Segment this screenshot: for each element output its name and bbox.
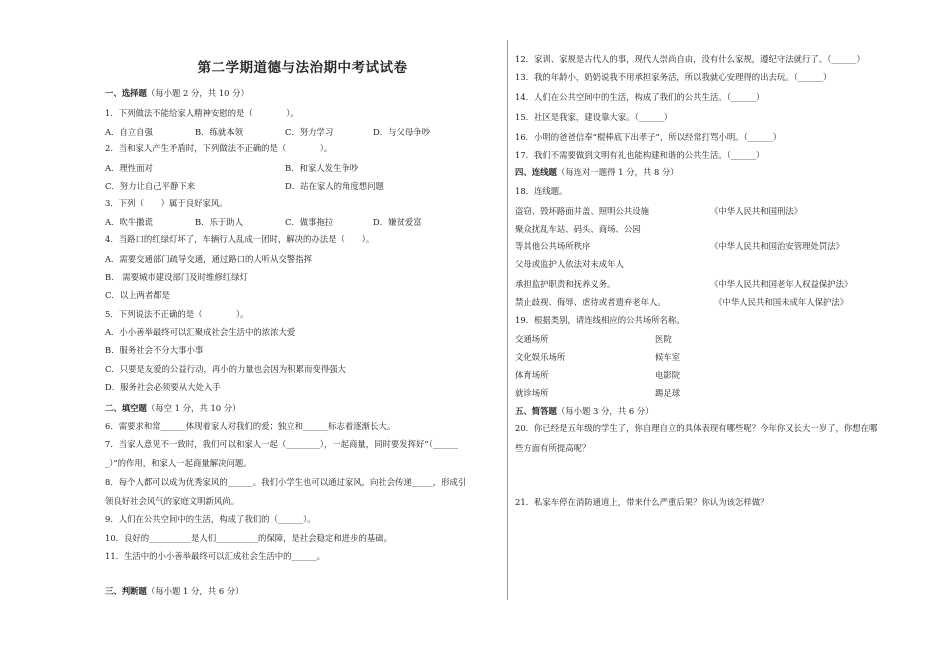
section-score-note: （每小题 3 分，共 6 分）	[556, 406, 654, 416]
question-text: 15．社区是我家，建设靠大家。（______）	[515, 112, 673, 122]
question-text: 领良好社会风气的家庭文明新风尚。	[105, 496, 239, 506]
answer-option: D．站在家人的角度想问题	[285, 181, 384, 191]
question-line	[515, 54, 865, 65]
answer-option: B．和家人发生争吵	[285, 163, 359, 173]
question-text: 5．下列说法不正确的是（ ）。	[105, 309, 249, 319]
question-line	[515, 92, 764, 103]
question-line	[105, 327, 295, 338]
answer-option: B．练就本领	[195, 127, 244, 137]
question-text: 些方面有所提高呢？	[515, 443, 591, 453]
question-text: 4．当路口的红绿灯坏了，车辆行人乱成一团时，解决的办法是（ ）。	[105, 234, 375, 244]
question-line	[515, 112, 672, 123]
section-title: 四、连线题	[515, 167, 557, 177]
question-text: A．需要交通部门疏导交通，通过路口的人听从交警指挥	[105, 254, 313, 264]
match-left-item: 文化娱乐场所	[515, 352, 566, 362]
section-score-note: （每小题 1 分，共 6 分）	[146, 586, 244, 596]
question-text: 9．人们在公共空间中的生活，构成了我们的（______）。	[105, 514, 316, 524]
question-text: 2．当和家人产生矛盾时，下列做法不正确的是（ ）。	[105, 143, 333, 153]
question-line	[105, 345, 203, 356]
column-divider	[507, 40, 508, 600]
question-text: C．以上两者都是	[105, 290, 171, 300]
question-line	[515, 423, 877, 434]
question-text: _）”的作用，和家人一起商量解决问题。	[105, 458, 252, 468]
question-text: 20．你已经是五年级的学生了，你自理自立的具体表现有哪些呢？今年你又长大一岁了，你想在哪	[515, 423, 878, 433]
question-line	[105, 234, 374, 245]
match-left-item: 禁止歧视、侮辱、虐待或者遗弃老年人。	[515, 297, 666, 307]
section-title: 一、选择题	[105, 88, 147, 98]
match-right-item: 《中华人民共和国刑法》	[710, 206, 803, 216]
section-heading	[105, 88, 249, 99]
answer-option: A．吹牛撒谎	[105, 217, 153, 227]
question-text: 18．连线题。	[515, 186, 568, 196]
question-line	[105, 364, 346, 375]
answer-option: D．嫌贫爱富	[373, 217, 422, 227]
question-line	[515, 443, 590, 454]
question-line	[105, 254, 312, 265]
section-score-note: （每小题 2 分，共 10 分）	[146, 88, 249, 98]
answer-option: B．乐于助人	[195, 217, 244, 227]
question-text: 21．私家车停在消防通道上，带来什么严重后果？你认为该怎样做？	[515, 497, 769, 507]
question-text: 7．当家人意见不一致时，我们可以和家人一起（________），一起商量，同时要发挥好“（______	[105, 439, 458, 449]
section-heading	[105, 586, 244, 597]
match-right-item: 电影院	[655, 370, 681, 380]
question-line	[105, 439, 458, 450]
question-text: B． 需要城市建设部门及时维修红绿灯	[105, 272, 248, 282]
question-line	[105, 198, 228, 209]
question-line	[105, 496, 239, 507]
answer-option: A．自立自强	[105, 127, 153, 137]
question-line	[515, 72, 831, 83]
question-line	[105, 514, 316, 525]
question-line	[105, 108, 299, 119]
section-title: 三、判断题	[105, 586, 147, 596]
answer-option: C．努力让自己平静下来	[105, 181, 196, 191]
question-line	[105, 458, 252, 469]
match-left-item: 盗窃、毁坏路面井盖、照明公共设施	[515, 206, 649, 216]
question-line	[105, 272, 248, 283]
question-text: 8．每个人都可以成为优秀家风的______。我们小学生也可以通过家风，向社会传递_____，形成引	[105, 477, 467, 487]
question-text: 19．根据类别，请连线相应的公共场所名称。	[515, 315, 685, 325]
section-score-note: （每连对一题得 1 分，共 8 分）	[556, 167, 679, 177]
question-text: 1．下列做法不能给家人精神安慰的是（ ）。	[105, 108, 299, 118]
match-right-item: 踢足球	[655, 388, 681, 398]
match-left-item: 聚众扰乱车站、码头、商场、公园	[515, 224, 641, 234]
section-heading	[515, 406, 654, 417]
answer-option: D．与父母争吵	[373, 127, 430, 137]
question-text: 10．良好的__________是人们__________的保障，是社会稳定和进步的基础。	[105, 533, 393, 543]
match-left-item: 交通场所	[515, 334, 549, 344]
question-line	[105, 382, 221, 393]
match-left-item: 等其他公共场所秩序	[515, 241, 591, 251]
section-title: 五、简答题	[515, 406, 557, 416]
question-text: 13．我的年龄小，奶奶说我不用承担家务活，所以我就心安理得的出去玩。（______）	[515, 72, 832, 82]
match-left-item: 父母或监护人依法对未成年人	[515, 259, 624, 269]
section-score-note: （每空 1 分，共 10 分）	[146, 403, 241, 413]
question-text: 6．需要求和常______体现着家人对我们的爱；独立和______标志着逐渐长大。	[105, 421, 396, 431]
question-text: D．服务社会必须要从大处入手	[105, 382, 221, 392]
answer-option: C．努力学习	[285, 127, 334, 137]
match-right-item: 《中华人民共和国老年人权益保护法》	[710, 279, 853, 289]
match-left-item: 体育场所	[515, 370, 549, 380]
section-heading	[515, 167, 679, 178]
question-text: 17．我们不需要做到文明有礼也能构建和谐的公共生活。（______）	[515, 150, 765, 160]
answer-option: A．理性面对	[105, 163, 153, 173]
match-left-item: 承担监护职责和抚养义务。	[515, 279, 616, 289]
question-line	[105, 551, 325, 562]
question-line	[515, 150, 764, 161]
question-line	[515, 315, 685, 326]
question-line	[515, 186, 568, 197]
match-right-item: 《中华人民共和国未成年人保护法》	[710, 297, 849, 307]
question-text: 14．人们在公共空间中的生活，构成了我们的公共生活。（______）	[515, 92, 765, 102]
question-line	[105, 143, 332, 154]
question-text: B．服务社会不分大事小事	[105, 345, 204, 355]
answer-option: C．做事拖拉	[285, 217, 334, 227]
question-line	[105, 309, 249, 320]
question-line	[515, 132, 781, 143]
question-line	[105, 421, 395, 432]
question-line	[515, 497, 769, 508]
match-right-item: 医院	[655, 334, 672, 344]
match-right-item: 候车室	[655, 352, 681, 362]
question-line	[105, 290, 170, 301]
exam-title: 第二学期道德与法治期中考试试卷	[197, 60, 408, 76]
question-text: 12．家训、家规是古代人的事，现代人崇尚自由，没有什么家规，遵纪守法就行了。（______）	[515, 54, 865, 64]
section-title: 二、填空题	[105, 403, 147, 413]
question-line	[105, 533, 392, 544]
question-text: 3．下列（ ）属于良好家风。	[105, 198, 228, 208]
match-right-item: 《中华人民共和国治安管理处罚法》	[710, 241, 844, 251]
section-heading	[105, 403, 241, 414]
question-text: 11．生活中的小小善举最终可以汇成社会生活中的______。	[105, 551, 326, 561]
match-left-item: 就诊场所	[515, 388, 549, 398]
question-text: A．小小善举最终可以汇聚成社会生活中的浓浓大爱	[105, 327, 296, 337]
question-text: C．只要是友爱的公益行动，再小的力量也会因为积累而变得强大	[105, 364, 346, 374]
question-text: 16．小明的爸爸信奉“棍棒底下出孝子”，所以经常打骂小明。（______）	[515, 132, 782, 142]
question-line	[105, 477, 466, 488]
